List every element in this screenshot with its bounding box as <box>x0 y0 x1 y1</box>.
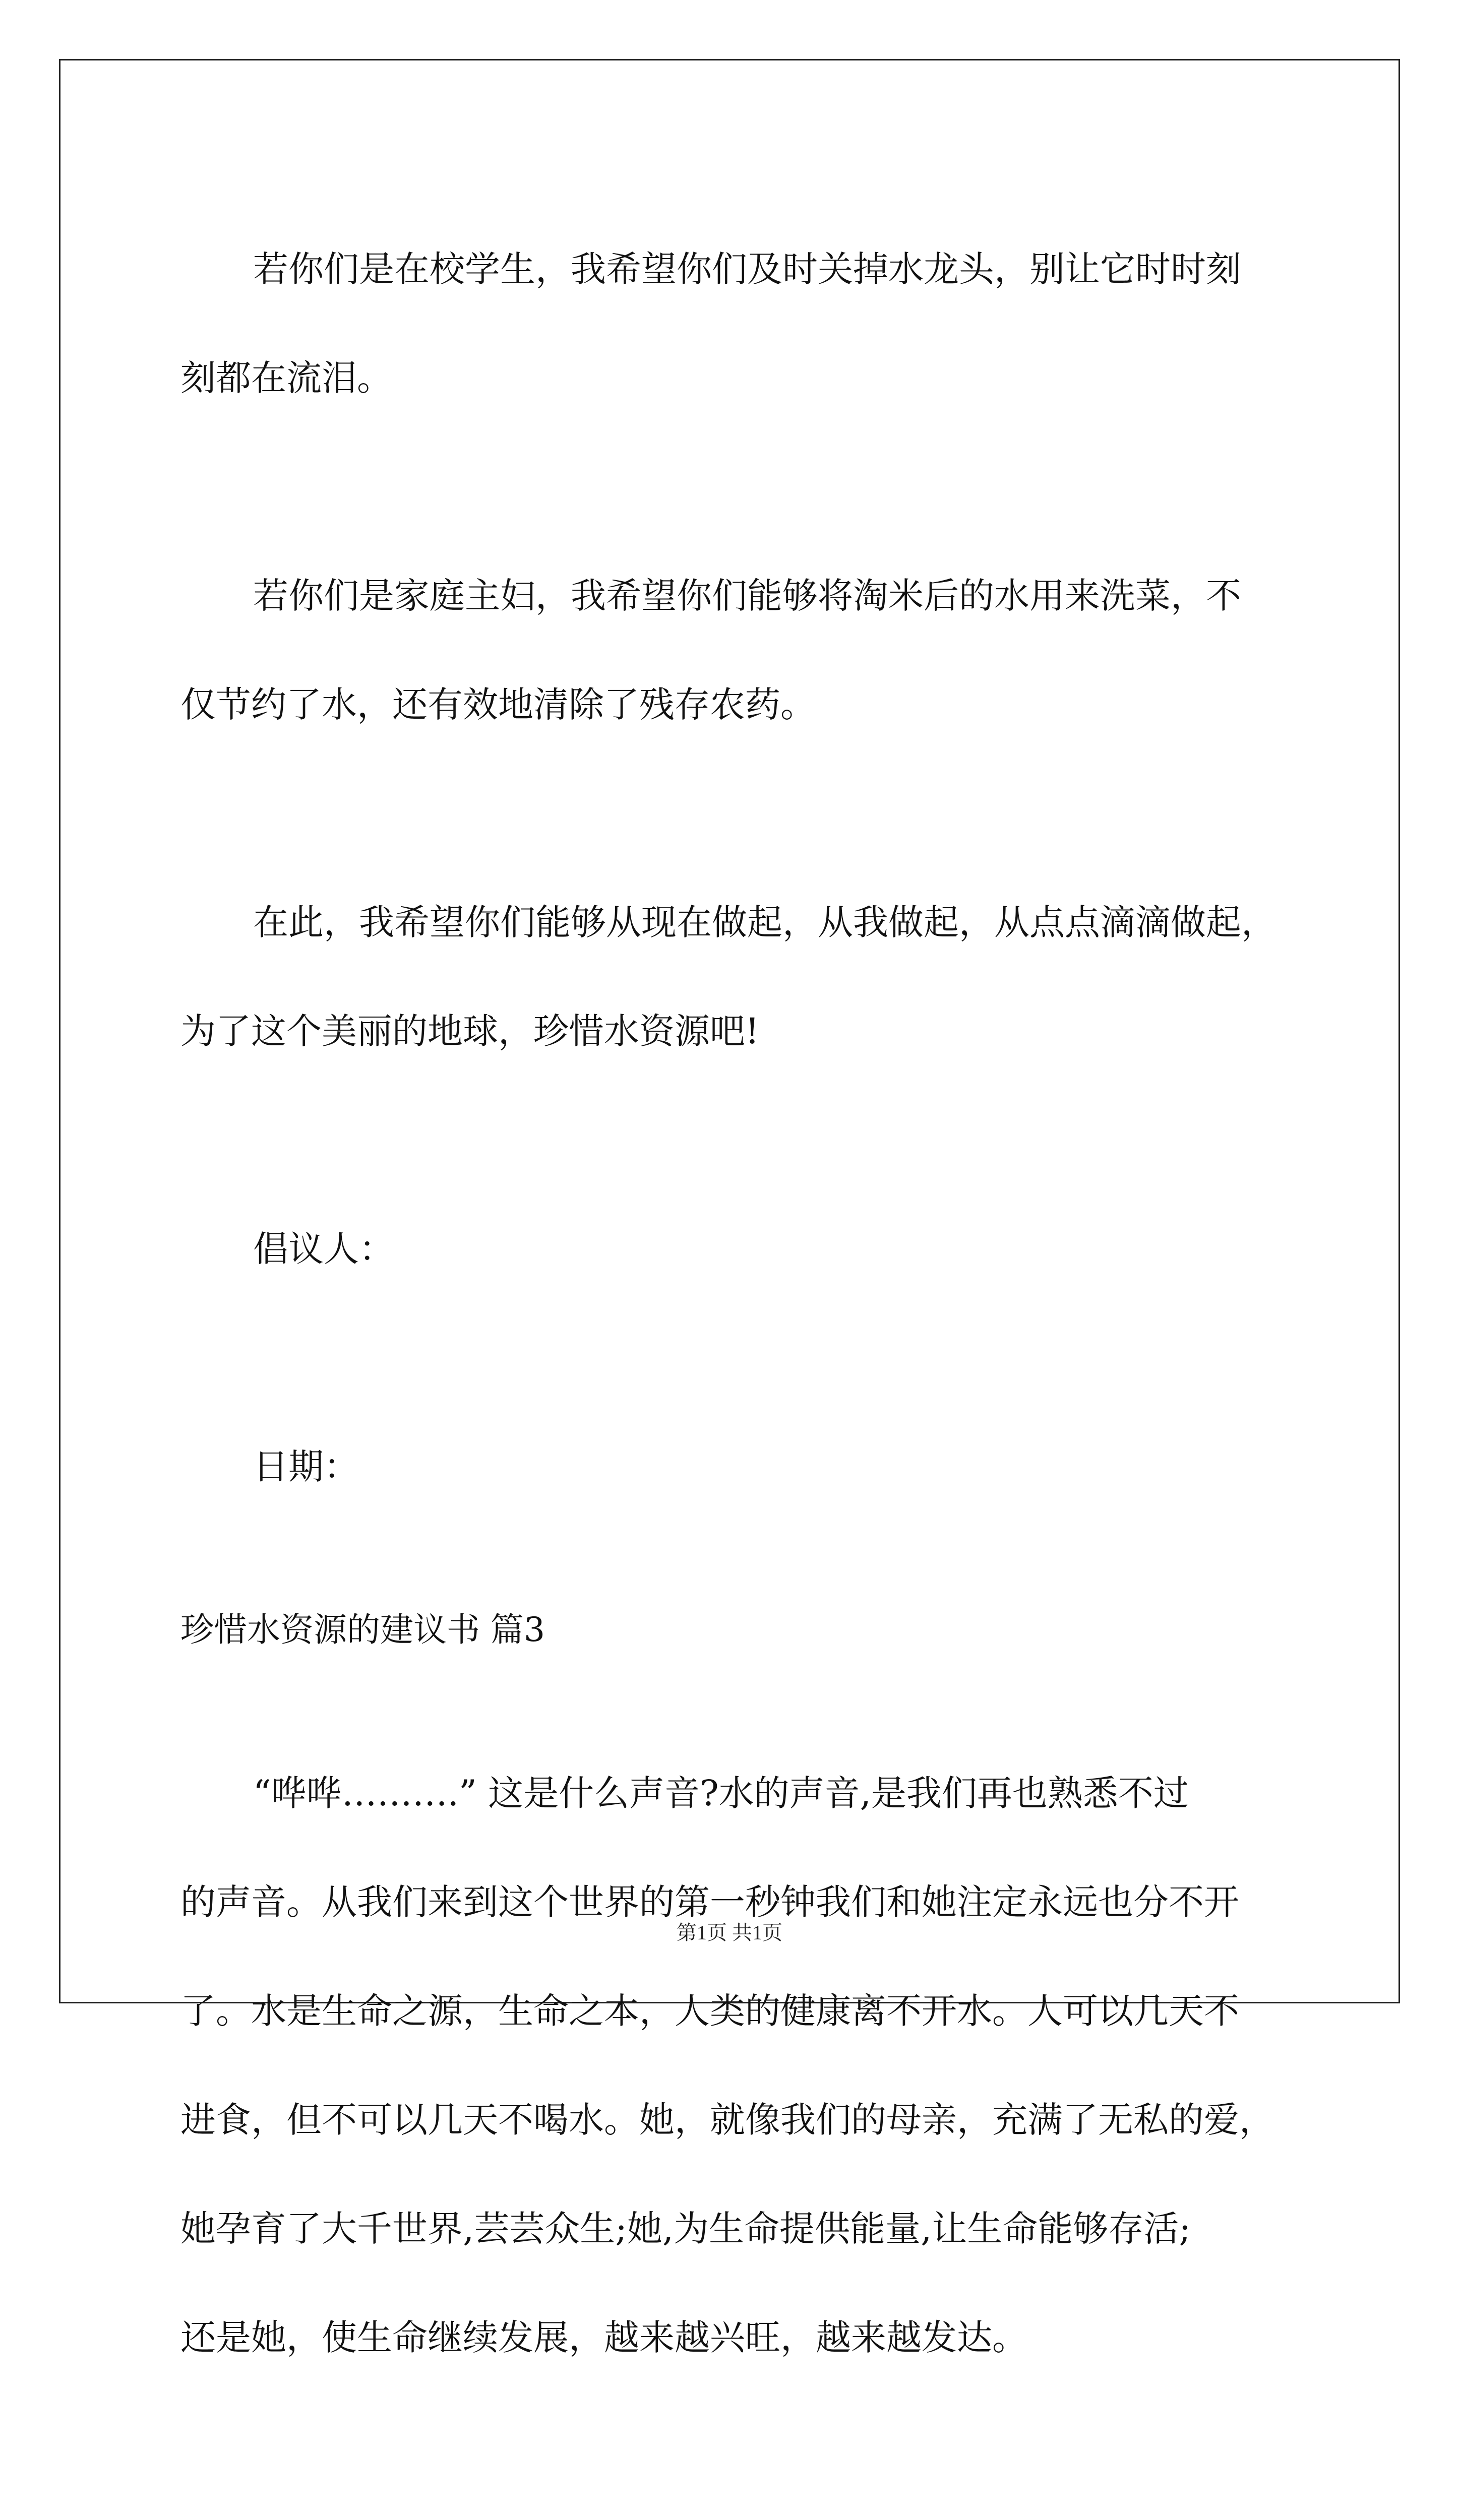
signature-label: 倡议人： <box>253 1228 394 1270</box>
paragraph-line: 她孕育了大千世界,芸芸众生;她,为生命提供能量,让生命能够存活; <box>180 2208 1191 2249</box>
paragraph-line: 若你们是家庭主妇，我希望你们能够将淘米后的水用来洗菜，不 <box>253 575 1241 616</box>
signature-date <box>180 1385 1310 1548</box>
page-footer: 第1页 共1页 <box>677 1921 782 1944</box>
paragraph-line: 为了这个美丽的地球，珍惜水资源吧! <box>180 1011 760 1052</box>
paragraph-students <box>180 187 1310 460</box>
paragraph-housewives <box>180 514 1310 786</box>
paragraph-line: 的声音。从我们来到这个世界的第一秒钟我们和她注定永远也分不开 <box>180 1881 1239 1923</box>
section-title: 珍惜水资源的建议书 篇3 <box>180 1610 545 1649</box>
paragraph-line: 若你们是在校学生，我希望你们及时关掉水龙头，别让它时时刻 <box>253 248 1241 290</box>
date-label: 日期： <box>253 1446 359 1487</box>
signature-proposer <box>180 1167 1310 1331</box>
paragraph-water-sound <box>180 1712 1310 2419</box>
paragraph-line: “哗哗……….” 这是什么声音?水的声音,是我们再也熟悉不过 <box>253 1773 1189 1814</box>
document-body <box>180 187 1310 2520</box>
paragraph-childhood <box>180 2474 1310 2520</box>
paragraph-line: 了。水是生命之源，生命之本，人类的健康离不开水。人可以几天不 <box>180 1990 1239 2032</box>
paragraph-line: 在此，我希望你们能够从现在做起，从我做起，从点点滴滴做起， <box>253 902 1276 943</box>
paragraph-line: 还是她，使生命继续发展，越来越兴旺，越来越发达。 <box>180 2317 1027 2358</box>
paragraph-call-to-action <box>180 841 1310 1113</box>
paragraph-line: 进食，但不可以几天不喝水。她，就像我们的母亲，充满了无私的爱， <box>180 2099 1274 2140</box>
paragraph-line: 刻都在流泪。 <box>180 357 392 399</box>
paragraph-line: 仅节约了水，还有效地清除了残存农药。 <box>180 684 816 725</box>
